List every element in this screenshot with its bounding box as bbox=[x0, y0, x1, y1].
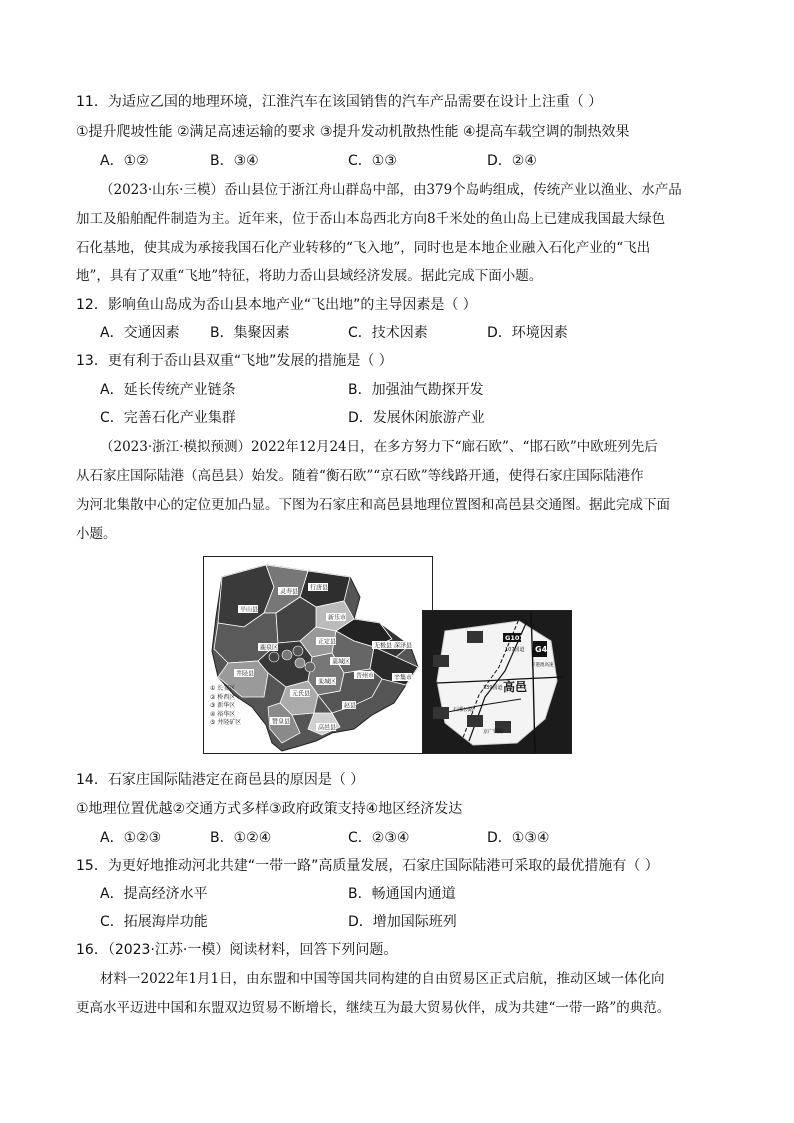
question-14-choices: ①地理位置优越②交通方式多样③政府政策支持④地区经济发达 bbox=[76, 801, 463, 817]
legend-item: ① 长安区 bbox=[210, 685, 236, 692]
question-16-material-line: 更高水平迈进中国和东盟双边贸易不断增长，继续互为最大贸易伙伴，成为共建“一带一路”的典范。 bbox=[76, 1000, 671, 1016]
question-12-option-c[interactable]: C．技术因素 bbox=[348, 325, 428, 341]
gaoyi-traffic-graphic bbox=[423, 611, 572, 754]
legend-item: ③ 新华区 bbox=[210, 702, 236, 709]
legend-item: ④ 裕华区 bbox=[210, 710, 236, 718]
map-label: 井陉县 bbox=[236, 670, 255, 678]
question-12-stem: 12．影响鱼山岛成为岙山县本地产业“飞出地”的主导因素是（ ） bbox=[76, 297, 477, 313]
map-label: 行唐县 bbox=[310, 584, 329, 592]
map-label: 京广铁路 bbox=[483, 729, 504, 735]
question-14-option-a[interactable]: A．①②③ bbox=[100, 830, 162, 846]
question-15-option-b[interactable]: B．畅通国内通道 bbox=[348, 886, 456, 902]
map-label: 339国道 bbox=[483, 685, 503, 691]
gaoyi-traffic-map bbox=[422, 610, 572, 754]
map-label: 辛集市 bbox=[394, 674, 413, 682]
question-15-option-d[interactable]: D．增加国际班列 bbox=[348, 914, 457, 930]
map-label: 晋州市 bbox=[356, 672, 375, 680]
map-label: 鹿泉区 bbox=[260, 644, 279, 652]
question-14-option-b[interactable]: B．①②④ bbox=[210, 830, 272, 846]
passage-1-line: 加工及船舶配件制造为主。近年来，位于岙山本岛西北方向8千米处的鱼山岛上已建成我国最大绿色 bbox=[76, 211, 666, 227]
passage-2-line: 小题。 bbox=[76, 526, 117, 542]
question-11-choices: ①提升爬坡性能 ②满足高速运输的要求 ③提升发动机散热性能 ④提高车载空调的制热效果 bbox=[76, 124, 630, 140]
passage-2-line: 为河北集散中心的定位更加凸显。下图为石家庄和高邑县地理位置图和高邑县交通图。据此完成下面 bbox=[76, 497, 670, 513]
map-label: G4 bbox=[535, 645, 548, 654]
map-label-gaoyi: 高邑 bbox=[503, 680, 528, 694]
question-13-option-d[interactable]: D．发展休闲旅游产业 bbox=[348, 410, 485, 426]
passage-1-line: （2023·山东·三模）岙山县位于浙江舟山群岛中部，由379个岛屿组成，传统产业以渔业、水产品 bbox=[100, 182, 682, 198]
map-label: 新乐市 bbox=[328, 614, 347, 622]
question-16-material-line: 材料一2022年1月1日，由东盟和中国等国共同构建的自由贸易区正式启航，推动区域一体化向 bbox=[100, 971, 665, 987]
shijiazhuang-location-map bbox=[203, 556, 433, 754]
map-label: 正定县 bbox=[318, 638, 337, 646]
map-label: G107 bbox=[505, 634, 524, 642]
legend-item: ⑤ 井陉矿区 bbox=[210, 719, 242, 726]
map-label: 无极县 bbox=[374, 642, 393, 650]
passage-2-line: 从石家庄国际陆港（高邑县）始发。随着“衡石欧”“京石欧”等线路开通，使得石家庄国际陆港作 bbox=[76, 468, 644, 484]
map-label: 107国道 bbox=[505, 647, 525, 653]
map-label: 平山县 bbox=[240, 606, 259, 614]
question-14-option-c[interactable]: C．②③④ bbox=[348, 830, 410, 846]
question-12-option-b[interactable]: B．集聚因素 bbox=[210, 325, 290, 341]
question-14-stem: 14．石家庄国际陆港定在商邑县的原因是（ ） bbox=[76, 772, 365, 788]
map-label: 栾城区 bbox=[318, 678, 337, 686]
passage-2-line: （2023·浙江·模拟预测）2022年12月24日，在多方努力下“廊石欧”、“邯石欧”中欧班列先后 bbox=[100, 439, 658, 455]
question-11-option-c[interactable]: C．①③ bbox=[348, 153, 397, 169]
map-label: 京港澳高速 bbox=[531, 663, 554, 668]
question-13-option-c[interactable]: C．完善石化产业集群 bbox=[100, 410, 236, 426]
question-12-option-a[interactable]: A．交通因素 bbox=[100, 325, 180, 341]
map-label: 深泽县 bbox=[394, 642, 413, 650]
question-15-option-c[interactable]: C．拓展海岸功能 bbox=[100, 914, 208, 930]
map-label: 石邢公路 bbox=[453, 707, 474, 713]
map-label: 赵县 bbox=[344, 702, 357, 710]
question-11-option-a[interactable]: A．①② bbox=[100, 153, 149, 169]
question-15-option-a[interactable]: A．提高经济水平 bbox=[100, 886, 208, 902]
map-legend bbox=[210, 685, 241, 728]
question-11-option-d[interactable]: D．②④ bbox=[487, 153, 537, 169]
map-label: 灵寿县 bbox=[280, 588, 299, 596]
map-label: 赞皇县 bbox=[272, 718, 291, 726]
question-13-stem: 13．更有利于岙山县双重“飞地”发展的措施是（ ） bbox=[76, 353, 393, 369]
map-label: 藁城区 bbox=[332, 658, 351, 666]
question-13-option-b[interactable]: B．加强油气勘探开发 bbox=[348, 382, 484, 398]
question-13-option-a[interactable]: A．延长传统产业链条 bbox=[100, 382, 236, 398]
map-label: 元氏县 bbox=[292, 690, 311, 698]
passage-1-line: 石化基地，使其成为承接我国石化产业转移的“飞入地”，同时也是本地企业融入石化产业的“飞出 bbox=[76, 240, 651, 256]
legend-item: ② 桥西区 bbox=[210, 693, 236, 701]
location-and-traffic-figure bbox=[203, 556, 571, 754]
question-15-stem: 15．为更好地推动河北共建“一带一路”高质量发展，石家庄国际陆港可采取的最优措施有（ ） bbox=[76, 858, 659, 874]
question-11-stem: 11．为适应乙国的地理环境，江淮汽车在该国销售的汽车产品需要在设计上注重（ ） bbox=[76, 94, 603, 110]
passage-1-line: 地”，具有了双重“飞地”特征，将助力岙山县域经济发展。据此完成下面小题。 bbox=[76, 268, 543, 284]
question-11-option-b[interactable]: B．③④ bbox=[210, 153, 259, 169]
map-label: 高邑县 bbox=[318, 724, 337, 732]
question-16-stem: 16．（2023·江苏·一模）阅读材料，回答下列问题。 bbox=[76, 942, 398, 958]
question-12-option-d[interactable]: D．环境因素 bbox=[487, 325, 568, 341]
question-14-option-d[interactable]: D．①③④ bbox=[487, 830, 550, 846]
